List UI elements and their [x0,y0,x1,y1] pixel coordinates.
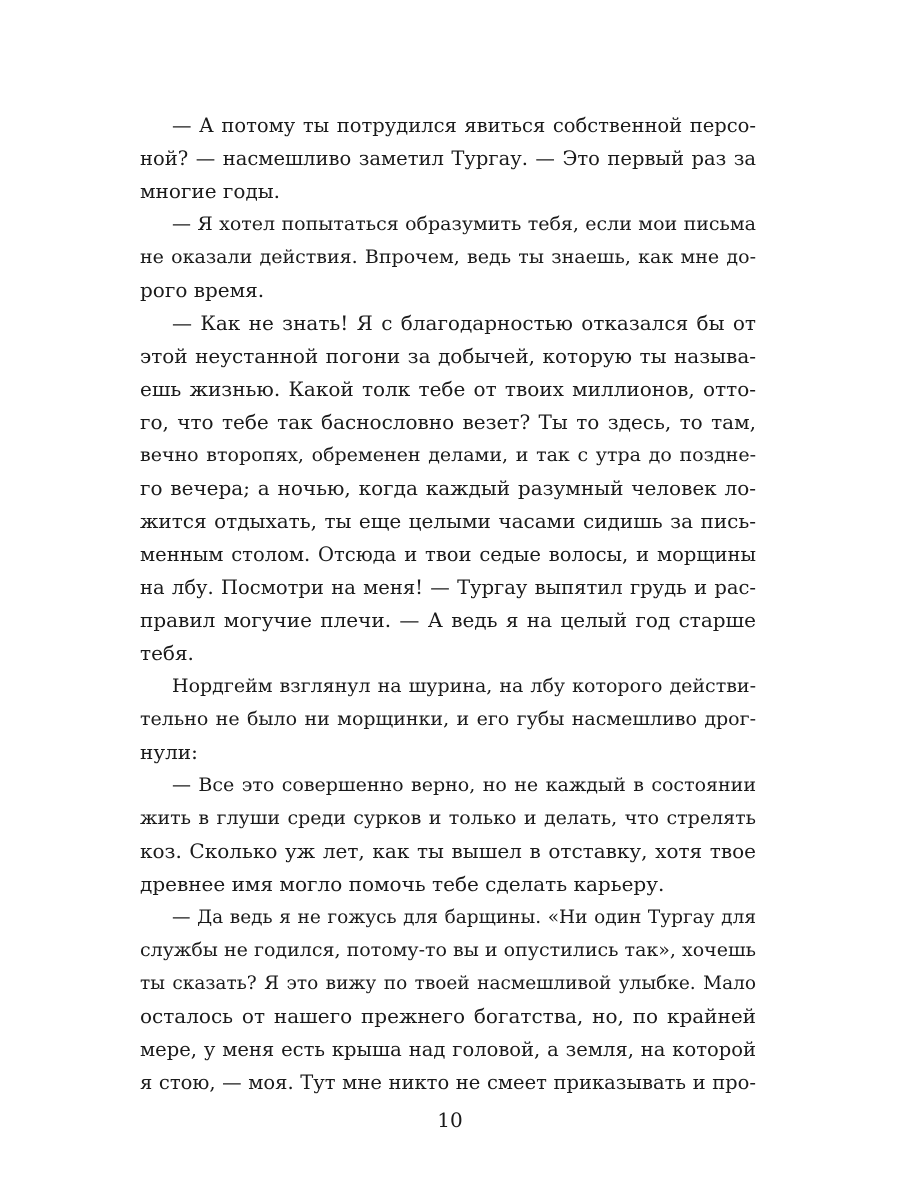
paragraph [140,109,756,208]
text-line: этой неустанной погони за добычей, которую ты называ- [140,344,756,368]
text-line: я стою, — моя. Тут мне никто не смеет приказывать и про- [140,1071,756,1094]
text-line: ты сказать? Я это вижу по твоей насмешливой улыбке. Мало [140,973,756,994]
text-line: не оказали действия. Впрочем, ведь ты знаешь, как мне до- [140,246,756,268]
text-line: го вечера; а ночью, когда каждый разумный человек ло- [140,476,756,500]
text-line: вечно второпях, обременен делами, и так с утра до поздне- [140,444,756,466]
text-line: жится отдыхать, ты еще целыми часами сидишь за пись- [140,509,756,533]
paragraph [140,901,756,1099]
paragraph [140,208,756,307]
text-line: — Как не знать! Я с благодарностью отказался бы от [172,311,756,335]
text-line: тебя. [140,641,194,665]
text-line: ной? — насмешливо заметил Тургау. — Это первый раз за [140,147,756,170]
text-line: осталось от нашего прежнего богатства, но, по крайней [140,1004,756,1028]
text-line: многие годы. [140,179,281,203]
paragraph [140,307,756,670]
text-line: ешь жизнью. Какой толк тебе от твоих миллионов, отто- [140,377,756,401]
text-line: менным столом. Отсюда и твои седые волосы, и морщины [140,543,756,566]
text-line: жить в глуши среди сурков и только и делать, что стрелять [140,807,756,829]
text-line: — А потому ты потрудился явиться собственной персо- [172,114,756,137]
text-line: тельно не было ни морщинки, и его губы насмешливо дрог- [140,708,756,730]
body-text [140,109,756,1099]
text-line: мере, у меня есть крыша над головой, а земля, на которой [140,1038,756,1061]
page-number: 10 [437,1108,463,1132]
text-line: рого время. [140,278,265,302]
text-line: коз. Сколько уж лет, как ты вышел в отставку, хотя твое [140,839,756,863]
text-line: — Все это совершенно верно, но не каждый в состоянии [172,774,756,796]
paragraph [140,670,756,769]
paragraph [140,769,756,901]
text-line: древнее имя могло помочь тебе сделать карьеру. [140,872,665,896]
text-line: — Да ведь я не гожусь для барщины. «Ни один Тургау для [172,907,756,928]
text-line: Нордгейм взглянул на шурина, на лбу которого действи- [172,675,756,697]
text-line: службы не годился, потому-то вы и опустились так», хочешь [140,939,756,961]
text-line: — Я хотел попытаться образумить тебя, если мои письма [172,213,756,235]
text-line: го, что тебе так баснословно везет? Ты то здесь, то там, [140,410,756,434]
text-line: нули: [140,740,198,764]
text-line: на лбу. Посмотри на меня! — Тургау выпятил грудь и рас- [140,576,756,599]
text-line: правил могучие плечи. — А ведь я на целый год старше [140,608,756,632]
